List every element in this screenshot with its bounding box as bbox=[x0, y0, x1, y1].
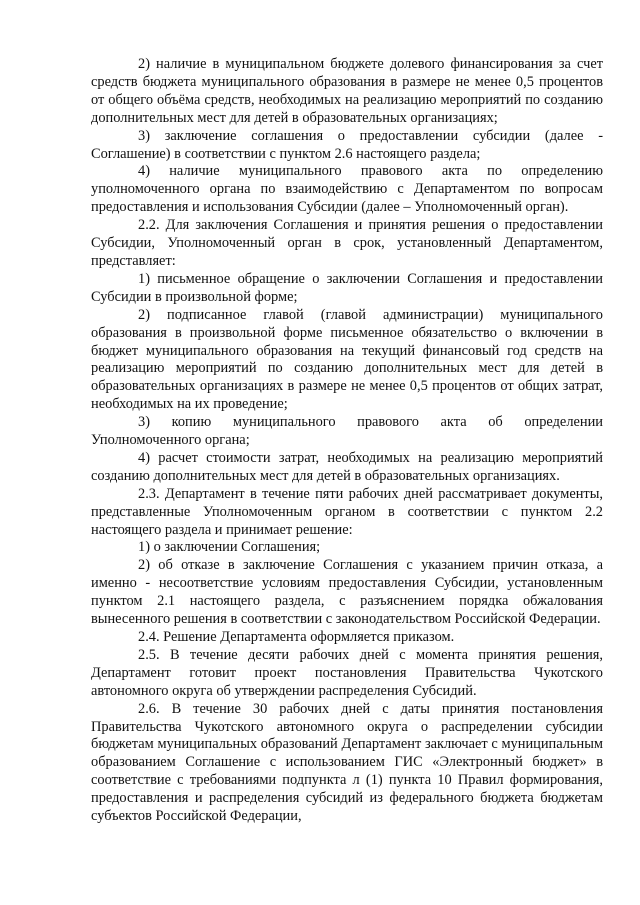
paragraph-14: 2.6. В течение 30 рабочих дней с даты принятия постановления Правительства Чукотского автономного округа о распределении субсидии бюджетам муниципальных образований Департамент заключает с муниципальным образованием Соглашение с использованием ГИС «Электронный бюджет» в соответствие с требованиями подпункта л (1) пункта 10 Правил формирования, предоставления и распределения субсидий из федерального бюджета бюджетам субъектов Российской Федерации, bbox=[91, 700, 603, 825]
document-page bbox=[91, 56, 603, 826]
paragraph-7: 3) копию муниципального правового акта об определении Уполномоченного органа; bbox=[91, 414, 603, 449]
paragraph-2: 3) заключение соглашения о предоставлении субсидии (далее - Соглашение) в соответствии с пунктом 2.6 настоящего раздела; bbox=[91, 127, 603, 162]
paragraph-1: 2) наличие в муниципальном бюджете долевого финансирования за счет средств бюджета муниципального образования в размере не менее 0,5 процентов от общего объёма средств, необходимых на реализацию мероприятий по созданию дополнительных мест для детей в образовательных организациях; bbox=[91, 56, 603, 126]
paragraph-12: 2.4. Решение Департамента оформляется приказом. bbox=[138, 629, 455, 645]
paragraph-6: 2) подписанное главой (главой администрации) муниципального образования в произвольной форме письменное обязательство о включении в бюджет муниципального образования на текущий финансовый год средств на реализацию мероприятий по созданию дополнительных мест для детей в образовательных организациях в размере не менее 0,5 процентов от общих затрат, необходимых на их проведение; bbox=[91, 306, 603, 413]
paragraph-10: 1) о заключении Соглашения; bbox=[138, 539, 321, 556]
paragraph-13: 2.5. В течение десяти рабочих дней с момента принятия решения, Департамент готовит проект постановления Правительства Чукотского автономного округа об утверждении распределения Субсидий. bbox=[91, 646, 603, 699]
paragraph-5: 1) письменное обращение о заключении Соглашения и предоставлении Субсидии в произвольной форме; bbox=[91, 270, 603, 305]
paragraph-3: 4) наличие муниципального правового акта по определению уполномоченного органа по взаимодействию с Департаментом по вопросам предоставления и использования Субсидии (далее – Уполномоченный орган). bbox=[91, 163, 603, 216]
paragraph-8: 4) расчет стоимости затрат, необходимых на реализацию мероприятий созданию дополнительных мест для детей в образовательных организациях. bbox=[91, 449, 603, 484]
paragraph-11: 2) об отказе в заключение Соглашения с указанием причин отказа, а именно - несоответствие условиям предоставления Субсидии, установленным пунктом 2.1 настоящего раздела, с разъяснением порядка обжалования вынесенного решения в соответствии с законодательством Российской Федерации. bbox=[91, 557, 603, 628]
paragraph-4: 2.2. Для заключения Соглашения и принятия решения о предоставлении Субсидии, Уполномоченный орган в срок, установленный Департаментом, представляет: bbox=[91, 217, 603, 269]
paragraph-9: 2.3. Департамент в течение пяти рабочих дней рассматривает документы, представленные Уполномоченным органом в соответствии с пунктом 2.2 настоящего раздела и принимает решение: bbox=[91, 485, 603, 538]
